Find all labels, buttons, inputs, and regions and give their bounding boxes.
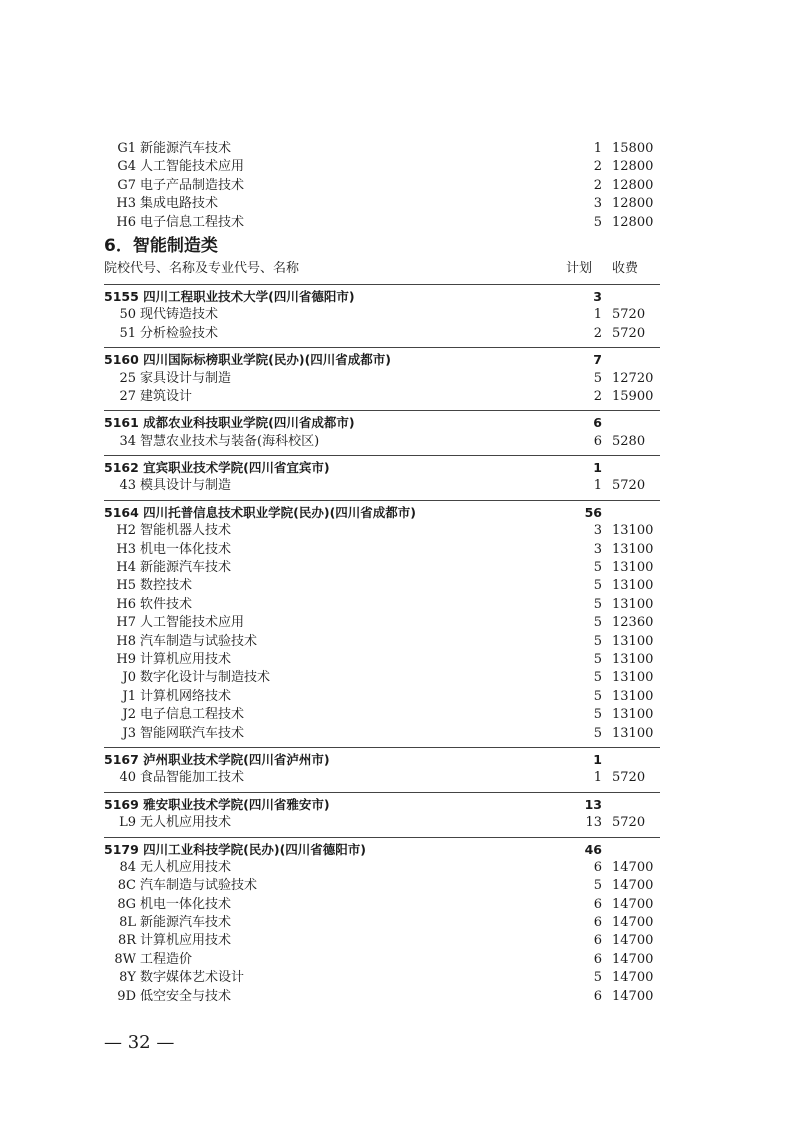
major-plan: 2 [593, 388, 602, 404]
major-code: H9 [116, 651, 136, 667]
major-plan: 2 [593, 325, 602, 341]
major-name: 电子信息工程技术 [140, 707, 245, 723]
major-name: 无人机应用技术 [140, 859, 232, 875]
major-plan: 5 [593, 651, 602, 667]
major-code: 8W [114, 951, 136, 967]
major-fee: 13100 [612, 523, 654, 539]
major-plan: 5 [593, 725, 602, 741]
section-title: 6．智能制造类 [104, 235, 218, 256]
major-code: H2 [116, 523, 136, 539]
school-plan: 6 [593, 415, 602, 431]
major-code: 25 [119, 370, 136, 386]
major-plan: 2 [593, 177, 602, 193]
major-code: J3 [122, 725, 136, 741]
major-name: 机电一体化技术 [140, 896, 232, 912]
major-fee: 12800 [612, 196, 654, 212]
school-header [104, 751, 660, 769]
school-name: 5160 四川国际标榜职业学院(民办)(四川省成都市) [104, 352, 391, 368]
school-group [104, 747, 660, 788]
major-plan: 5 [593, 370, 602, 386]
major-code: H8 [116, 633, 136, 649]
column-header-fee: 收费 [612, 260, 639, 276]
major-row [104, 859, 660, 877]
school-group [104, 500, 660, 743]
major-row [104, 522, 660, 540]
major-code: L9 [119, 815, 136, 831]
major-row [104, 577, 660, 595]
page-number: — 32 — [104, 1032, 175, 1053]
enrollment-table [104, 140, 660, 1006]
major-plan: 6 [593, 896, 602, 912]
school-divider [104, 837, 660, 838]
major-fee: 12800 [612, 214, 654, 230]
major-fee: 12720 [612, 370, 654, 386]
major-code: 8L [119, 915, 136, 931]
major-name: 计算机网络技术 [140, 688, 232, 704]
major-row [104, 614, 660, 632]
major-name: 分析检验技术 [140, 325, 219, 341]
major-code: J1 [122, 688, 136, 704]
major-plan: 1 [593, 770, 602, 786]
major-fee: 14700 [612, 970, 654, 986]
major-name: 集成电路技术 [140, 196, 219, 212]
major-code: 8C [117, 878, 136, 894]
major-name: 现代铸造技术 [140, 307, 219, 323]
school-divider [104, 747, 660, 748]
major-code: 84 [119, 859, 136, 875]
major-fee: 12800 [612, 159, 654, 175]
major-name: 人工智能技术应用 [140, 615, 245, 631]
major-name: 电子产品制造技术 [140, 177, 245, 193]
major-plan: 6 [593, 915, 602, 931]
major-name: 数控技术 [140, 578, 193, 594]
major-name: 软件技术 [140, 596, 193, 612]
major-row [104, 477, 660, 495]
major-plan: 5 [593, 688, 602, 704]
major-name: 汽车制造与试验技术 [140, 878, 258, 894]
major-fee: 13100 [612, 651, 654, 667]
school-header [104, 459, 660, 477]
major-plan: 1 [593, 478, 602, 494]
major-name: 计算机应用技术 [140, 651, 232, 667]
major-code: 51 [119, 325, 136, 341]
major-plan: 6 [593, 933, 602, 949]
school-divider [104, 284, 660, 285]
major-code: H4 [116, 560, 136, 576]
major-fee: 15900 [612, 388, 654, 404]
major-fee: 5720 [612, 815, 646, 831]
major-fee: 13100 [612, 670, 654, 686]
major-code: J0 [122, 670, 136, 686]
school-plan: 3 [593, 288, 602, 304]
school-group [104, 347, 660, 406]
major-row [104, 433, 660, 451]
major-plan: 3 [593, 523, 602, 539]
major-plan: 2 [593, 159, 602, 175]
school-name: 5155 四川工程职业技术大学(四川省德阳市) [104, 288, 355, 304]
major-code: G1 [117, 141, 136, 156]
major-row [104, 725, 660, 743]
major-row [104, 596, 660, 614]
major-fee: 5720 [612, 770, 646, 786]
major-row [104, 158, 660, 176]
major-row [104, 388, 660, 406]
major-row [104, 559, 660, 577]
major-code: H3 [116, 196, 136, 212]
school-group [104, 410, 660, 451]
major-fee: 5720 [612, 307, 646, 323]
major-row [104, 877, 660, 895]
major-fee: 14700 [612, 988, 654, 1004]
major-code: 43 [119, 478, 136, 494]
major-plan: 5 [593, 560, 602, 576]
major-fee: 13100 [612, 707, 654, 723]
major-row [104, 325, 660, 343]
major-name: 工程造价 [140, 951, 193, 967]
major-fee: 13100 [612, 596, 654, 612]
major-fee: 13100 [612, 633, 654, 649]
school-name: 5161 成都农业科技职业学院(四川省成都市) [104, 415, 355, 431]
major-code: H5 [116, 578, 136, 594]
major-code: G4 [117, 159, 136, 175]
major-fee: 14700 [612, 859, 654, 875]
major-code: 8R [117, 933, 136, 949]
major-fee: 12360 [612, 615, 654, 631]
major-row [104, 669, 660, 687]
major-fee: 13100 [612, 688, 654, 704]
major-row [104, 932, 660, 950]
major-name: 智能网联汽车技术 [140, 725, 245, 741]
major-fee: 14700 [612, 878, 654, 894]
major-fee: 13100 [612, 560, 654, 576]
major-fee: 14700 [612, 951, 654, 967]
major-name: 建筑设计 [140, 388, 193, 404]
major-code: 50 [119, 307, 136, 323]
major-plan: 1 [593, 141, 602, 156]
major-row [104, 177, 660, 195]
major-fee: 13100 [612, 578, 654, 594]
school-name: 5164 四川托普信息技术职业学院(民办)(四川省成都市) [104, 504, 416, 520]
major-name: 人工智能技术应用 [140, 159, 245, 175]
major-row [104, 214, 660, 232]
major-name: 汽车制造与试验技术 [140, 633, 258, 649]
major-plan: 5 [593, 214, 602, 230]
school-plan: 46 [584, 841, 602, 857]
major-plan: 1 [593, 307, 602, 323]
major-code: J2 [122, 707, 136, 723]
major-plan: 13 [585, 815, 602, 831]
major-fee: 14700 [612, 933, 654, 949]
major-row [104, 951, 660, 969]
major-name: 智慧农业技术与装备(海科校区) [140, 433, 320, 449]
major-row [104, 140, 660, 158]
major-row [104, 969, 660, 987]
major-plan: 6 [593, 859, 602, 875]
school-divider [104, 410, 660, 411]
major-row [104, 896, 660, 914]
school-header [104, 414, 660, 432]
major-row [104, 688, 660, 706]
school-name: 5169 雅安职业技术学院(四川省雅安市) [104, 796, 330, 812]
major-name: 机电一体化技术 [140, 541, 232, 557]
school-group [104, 792, 660, 833]
major-row [104, 651, 660, 669]
major-code: 40 [119, 770, 136, 786]
school-header [104, 288, 660, 306]
major-plan: 5 [593, 970, 602, 986]
school-plan: 1 [593, 751, 602, 767]
major-fee: 13100 [612, 725, 654, 741]
major-code: 8G [117, 896, 136, 912]
school-header [104, 796, 660, 814]
major-name: 电子信息工程技术 [140, 214, 245, 230]
major-row [104, 706, 660, 724]
major-fee: 14700 [612, 915, 654, 931]
major-name: 模具设计与制造 [140, 478, 232, 494]
major-code: 8Y [119, 970, 136, 986]
school-group [104, 284, 660, 343]
major-plan: 5 [593, 707, 602, 723]
major-plan: 6 [593, 951, 602, 967]
major-plan: 3 [593, 196, 602, 212]
column-header-plan: 计划 [566, 260, 593, 276]
school-header [104, 504, 660, 522]
major-plan: 3 [593, 541, 602, 557]
major-name: 数字媒体艺术设计 [140, 970, 245, 986]
major-name: 新能源汽车技术 [140, 915, 232, 931]
major-code: 9D [117, 988, 136, 1004]
major-fee: 14700 [612, 896, 654, 912]
major-code: G7 [117, 177, 136, 193]
major-row [104, 769, 660, 787]
major-plan: 5 [593, 578, 602, 594]
major-name: 计算机应用技术 [140, 933, 232, 949]
major-code: H7 [116, 615, 136, 631]
school-name: 5179 四川工业科技学院(民办)(四川省德阳市) [104, 841, 366, 857]
major-plan: 5 [593, 633, 602, 649]
major-fee: 15800 [612, 141, 654, 156]
major-plan: 5 [593, 615, 602, 631]
major-name: 低空安全与技术 [140, 988, 232, 1004]
school-group [104, 455, 660, 496]
school-name: 5167 泸州职业技术学院(四川省泸州市) [104, 751, 330, 767]
major-code: 34 [119, 433, 136, 449]
column-header [104, 258, 660, 280]
major-fee: 12800 [612, 177, 654, 193]
major-row [104, 195, 660, 213]
major-name: 新能源汽车技术 [140, 560, 232, 576]
major-fee: 5720 [612, 478, 646, 494]
school-divider [104, 792, 660, 793]
school-name: 5162 宜宾职业技术学院(四川省宜宾市) [104, 460, 330, 476]
major-code: H6 [116, 214, 136, 230]
column-header-name: 院校代号、名称及专业代号、名称 [104, 260, 300, 276]
major-plan: 5 [593, 670, 602, 686]
school-plan: 13 [584, 796, 602, 812]
major-name: 数字化设计与制造技术 [140, 670, 271, 686]
major-row [104, 988, 660, 1006]
major-plan: 6 [593, 433, 602, 449]
major-name: 新能源汽车技术 [140, 141, 232, 156]
major-code: 27 [119, 388, 136, 404]
major-fee: 13100 [612, 541, 654, 557]
major-row [104, 814, 660, 832]
major-fee: 5280 [612, 433, 646, 449]
major-name: 食品智能加工技术 [140, 770, 245, 786]
school-divider [104, 500, 660, 501]
major-plan: 5 [593, 878, 602, 894]
major-name: 智能机器人技术 [140, 523, 232, 539]
major-code: H3 [116, 541, 136, 557]
school-group [104, 837, 660, 1007]
major-row [104, 633, 660, 651]
major-code: H6 [116, 596, 136, 612]
school-plan: 7 [593, 352, 602, 368]
school-divider [104, 347, 660, 348]
school-plan: 1 [593, 460, 602, 476]
school-header [104, 841, 660, 859]
major-row [104, 541, 660, 559]
major-row [104, 370, 660, 388]
school-divider [104, 455, 660, 456]
major-plan: 5 [593, 596, 602, 612]
major-fee: 5720 [612, 325, 646, 341]
major-row [104, 306, 660, 324]
major-name: 无人机应用技术 [140, 815, 232, 831]
major-row [104, 914, 660, 932]
school-header [104, 351, 660, 369]
major-name: 家具设计与制造 [140, 370, 232, 386]
school-plan: 56 [584, 504, 602, 520]
major-plan: 6 [593, 988, 602, 1004]
